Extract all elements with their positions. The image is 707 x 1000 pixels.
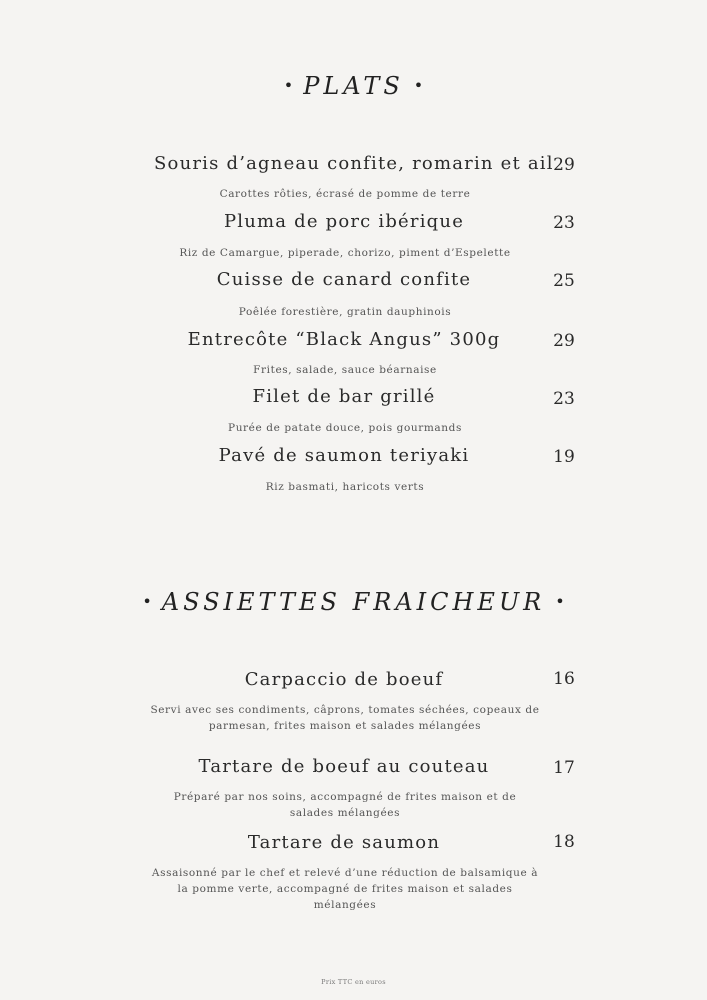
footer-note: Prix TTC en euros xyxy=(321,978,386,986)
dish-name: Pluma de porc ibérique xyxy=(223,211,465,232)
dish-description: Préparé par nos soins, accompagné de frites maison et de salades mélangées xyxy=(173,791,517,819)
dish-price: 29 xyxy=(553,155,575,175)
dish-name: Cuisse de canard confite xyxy=(216,269,472,290)
dish-name: Tartare de saumon xyxy=(247,832,441,853)
bullet-icon: • xyxy=(413,76,424,95)
dish-price: 23 xyxy=(553,213,575,233)
dish-price: 18 xyxy=(553,832,575,852)
dish-description: Purée de patate douce, pois gourmands xyxy=(228,422,462,434)
dish-name: Pavé de saumon teriyaki xyxy=(218,445,470,466)
dish-description: Riz de Camargue, piperade, chorizo, piment d’Espelette xyxy=(179,247,511,259)
dish-description: Carottes rôties, écrasé de pomme de terre xyxy=(219,188,471,200)
dish-price: 25 xyxy=(553,271,575,291)
section-title-plats xyxy=(0,72,707,100)
dish-price: 29 xyxy=(553,331,575,351)
dish-name: Carpaccio de boeuf xyxy=(244,669,444,690)
dish-description: Frites, salade, sauce béarnaise xyxy=(253,364,437,376)
bullet-icon: • xyxy=(142,592,152,611)
section-title-text: ASSIETTES FRAICHEUR xyxy=(161,588,546,616)
dish-price: 19 xyxy=(553,447,575,467)
dish-description: Riz basmati, haricots verts xyxy=(265,481,425,493)
dish-price: 17 xyxy=(553,758,575,778)
dish-price: 23 xyxy=(553,389,575,409)
dish-name: Souris d’agneau confite, romarin et ail xyxy=(154,153,554,174)
dish-description: Assaisonné par le chef et relevé d’une réduction de balsamique à la pomme verte, accompagné de frites maison et salades mélangées xyxy=(151,867,539,911)
dish-price: 16 xyxy=(553,669,575,689)
bullet-icon: • xyxy=(555,592,565,611)
bullet-icon: • xyxy=(283,76,294,95)
dish-name: Entrecôte “Black Angus” 300g xyxy=(187,329,501,350)
dish-name: Filet de bar grillé xyxy=(252,386,436,407)
section-title-text: PLATS xyxy=(303,72,404,100)
dish-description: Poêlée forestière, gratin dauphinois xyxy=(238,306,452,318)
section-title-assiettes-fraicheur xyxy=(0,588,707,616)
dish-name: Tartare de boeuf au couteau xyxy=(198,756,490,777)
dish-description: Servi avec ses condiments, câprons, tomates séchées, copeaux de parmesan, frites maison et salades mélangées xyxy=(150,704,540,732)
